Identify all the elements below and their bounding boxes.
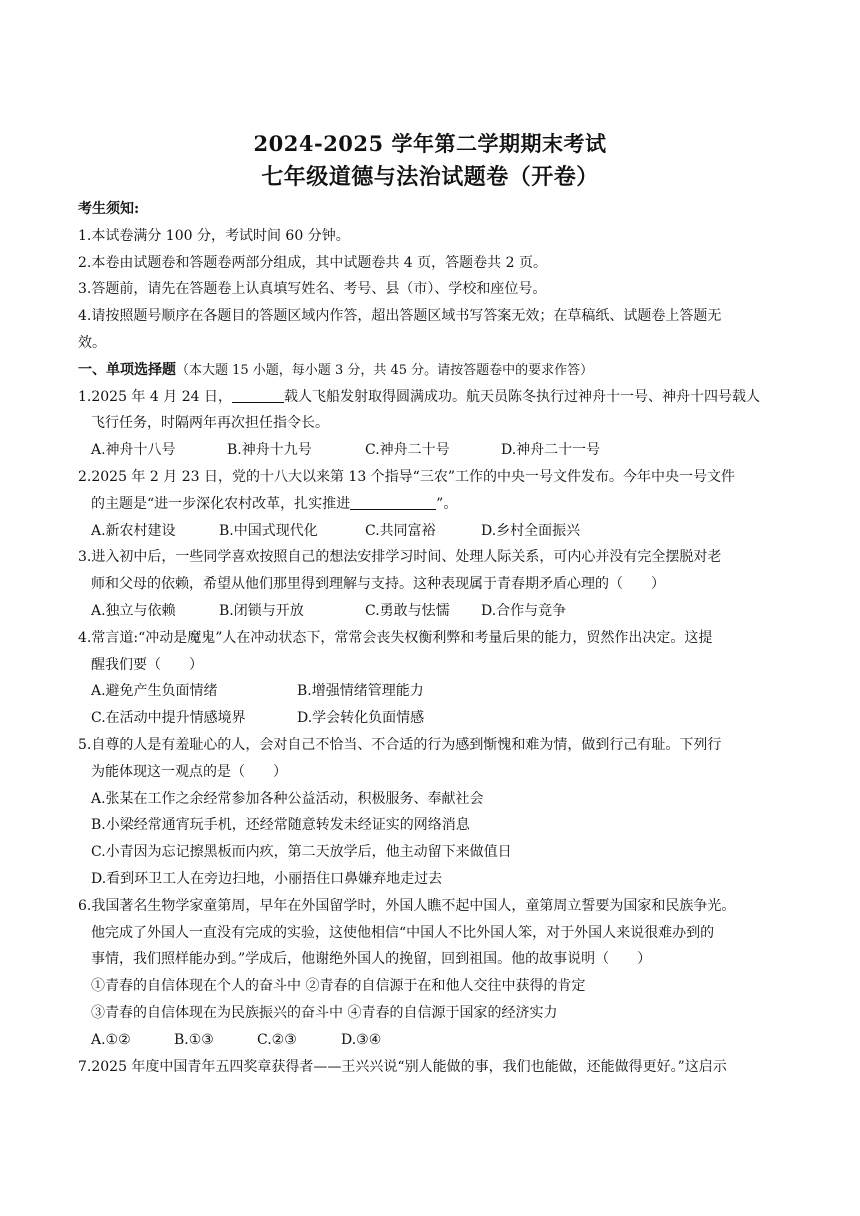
- question-1-line-2: 飞行任务，时隔两年再次担任指令长。: [91, 415, 329, 432]
- question-2-text-a: 的主题是“进一步深化农村改革，扎实推进: [91, 495, 351, 512]
- question-2-options: [78, 518, 794, 545]
- section-title: 一、单项选择题: [78, 361, 176, 378]
- exam-title: 2024-2025 学年第二学期期末考试: [253, 131, 607, 156]
- option-b: B.①③: [174, 1031, 214, 1048]
- question-2-text-b: ”。: [436, 495, 458, 512]
- option-c: C.勇敢与怯懦: [365, 602, 450, 619]
- question-4-options-row-2: [78, 705, 794, 732]
- question-7-line-1: 7.2025 年度中国青年五四奖章获得者——王兴兴说“别人能做的事，我们也能做，还能做得更好。”这启示: [78, 1058, 727, 1075]
- question-1-options: [78, 437, 794, 464]
- question-6-options: [78, 1027, 794, 1054]
- option-c: C.②③: [257, 1031, 297, 1048]
- option-b: B.增强情绪管理能力: [297, 683, 424, 700]
- option-b: B.小梁经常通宵玩手机，还经常随意转发未经证实的网络消息: [91, 817, 470, 834]
- option-a: A.神舟十八号: [91, 442, 176, 459]
- option-d: D.乡村全面振兴: [481, 522, 581, 539]
- question-2-line-2: [78, 491, 794, 518]
- option-b: B.神舟十九号: [227, 442, 312, 459]
- option-c: C.共同富裕: [365, 522, 436, 539]
- option-c: C.小青因为忘记擦黑板而内疚，第二天放学后，他主动留下来做值日: [91, 844, 512, 861]
- option-d: D.看到环卫工人在旁边扫地，小丽捂住口鼻嫌弃地走过去: [91, 870, 443, 887]
- question-1-text-b: 载人飞船发射取得圆满成功。航天员陈冬执行过神舟十一号、神舟十四号载人: [283, 388, 760, 405]
- question-6-statements-2: ③青春的自信体现在为民族振兴的奋斗中 ④青春的自信源于国家的经济实力: [91, 1004, 558, 1021]
- section-heading: [78, 357, 794, 384]
- question-3-options: [78, 598, 794, 625]
- option-d: D.学会转化负面情感: [297, 710, 425, 727]
- notice-item-1: 1.本试卷满分 100 分，考试时间 60 分钟。: [78, 227, 350, 244]
- question-6-line-2: 他完成了外国人一直没有完成的实验，这使他相信“中国人不比外国人笨，对于外国人来说很难办到的: [91, 924, 715, 941]
- notice-heading: 考生须知:: [78, 201, 140, 217]
- notice-item-3: 3.答题前，请先在答题卷上认真填写姓名、考号、县（市）、学校和座位号。: [78, 281, 547, 298]
- option-a: A.张某在工作之余经常参加各种公益活动，积极服务、奉献社会: [91, 790, 484, 807]
- question-4-options-row-1: [78, 678, 794, 705]
- answer-blank: [350, 494, 436, 510]
- question-6-line-3: 事情，我们照样能办到。”学成后，他谢绝外国人的挽留，回到祖国。他的故事说明（ ）: [91, 951, 652, 968]
- option-a: A.新农村建设: [91, 522, 176, 539]
- option-c: C.神舟二十号: [365, 442, 450, 459]
- option-c: C.在活动中提升情感境界: [91, 710, 246, 727]
- question-2-line-1: 2.2025 年 2 月 23 日，党的十八大以来第 13 个指导“三农”工作的中央一号文件发布。今年中央一号文件: [78, 468, 735, 485]
- notice-item-4-cont: 效。: [78, 334, 106, 351]
- option-b: B.中国式现代化: [219, 522, 318, 539]
- question-3-line-1: 3.进入初中后，一些同学喜欢按照自己的想法安排学习时间、处理人际关系，可内心并没有完全摆脱对老: [78, 549, 722, 566]
- question-5-line-1: 5.自尊的人是有羞耻心的人，会对自己不恰当、不合适的行为感到惭愧和难为情，做到行己有耻。下列行: [78, 736, 722, 753]
- question-5-line-2: 为能体现这一观点的是（ ）: [91, 763, 287, 780]
- question-4-line-2: 醒我们要（ ）: [91, 656, 203, 673]
- exam-subtitle: 七年级道德与法治试题卷（开卷）: [261, 164, 599, 190]
- question-4-line-1: 4.常言道:“冲动是魔鬼”人在冲动状态下，常常会丧失权衡利弊和考量后果的能力，贸然作出决定。这提: [78, 629, 713, 646]
- option-a: A.①②: [91, 1031, 131, 1048]
- option-a: A.独立与依赖: [91, 602, 176, 619]
- option-b: B.闭锁与开放: [219, 602, 304, 619]
- answer-blank: [232, 387, 284, 403]
- question-6-line-1: 6.我国著名生物学家童第周，早年在外国留学时，外国人瞧不起中国人，童第周立誓要为国家和民族争光。: [78, 897, 736, 914]
- option-a: A.避免产生负面情绪: [91, 683, 218, 700]
- option-d: D.③④: [341, 1031, 382, 1048]
- option-d: D.合作与竞争: [481, 602, 567, 619]
- exam-body: [78, 196, 794, 1080]
- notice-item-2: 2.本卷由试题卷和答题卷两部分组成，其中试题卷共 4 页，答题卷共 2 页。: [78, 254, 547, 271]
- section-note: （本大题 15 小题，每小题 3 分，共 45 分。请按答题卷中的要求作答）: [176, 362, 594, 378]
- notice-item-4: 4.请按照题号顺序在各题目的答题区域内作答，超出答题区域书写答案无效；在草稿纸、试题卷上答题无: [78, 308, 722, 325]
- question-1-text-a: 1.2025 年 4 月 24 日，: [78, 388, 232, 405]
- question-1-line-1: [78, 384, 794, 411]
- option-d: D.神舟二十一号: [501, 442, 601, 459]
- question-3-line-2: 师和父母的依赖，希望从他们那里得到理解与支持。这种表现属于青春期矛盾心理的（ ）: [91, 576, 665, 593]
- question-6-statements-1: ①青春的自信体现在个人的奋斗中 ②青春的自信源于在和他人交往中获得的肯定: [91, 978, 586, 995]
